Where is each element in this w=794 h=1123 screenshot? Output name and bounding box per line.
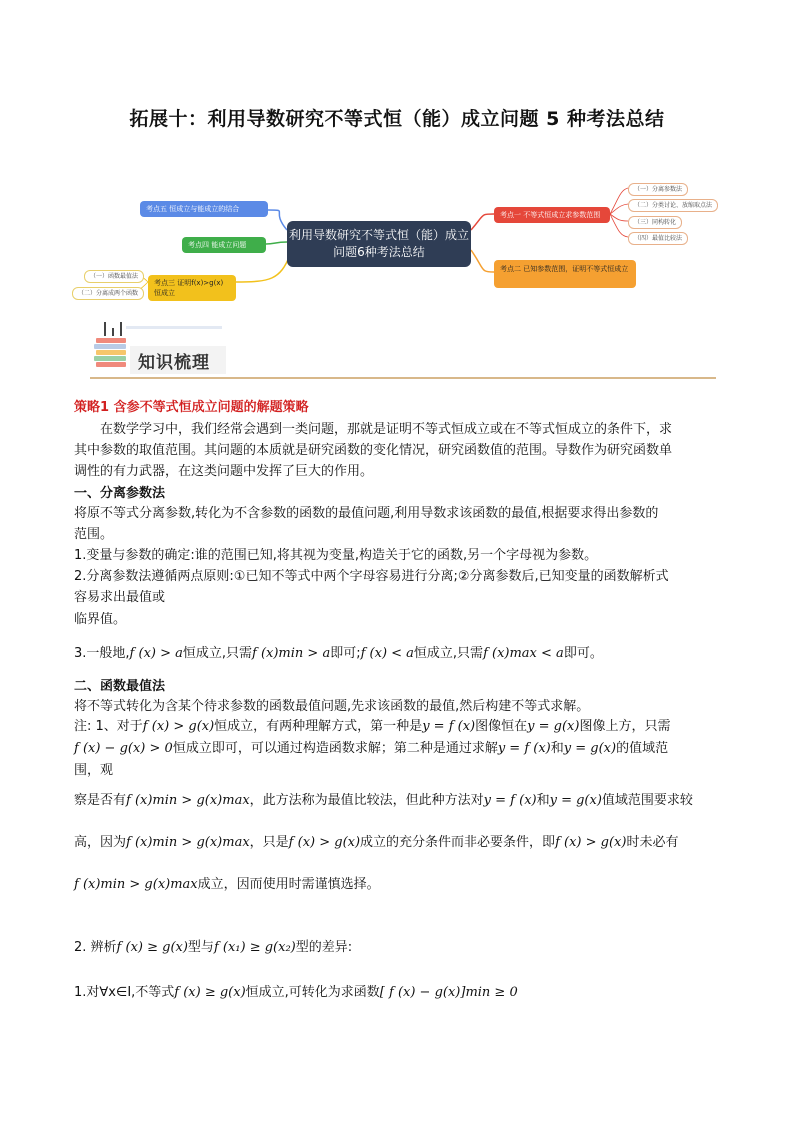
section-banner-title: 知识梳理	[138, 353, 210, 373]
mindmap-node-topic3: 考点三 证明f(x)>g(x)恒成立	[148, 275, 236, 301]
intro-line-3: 调性的有力武器，在这类问题中发挥了巨大的作用。	[74, 464, 374, 479]
mindmap-node-topic5: 考点五 恒成立与能成立的结合	[140, 201, 268, 217]
section-heading-1: 一、分离参数法	[74, 486, 166, 501]
mindmap-leaf-topic3-2: （二）分离成两个函数	[72, 287, 144, 300]
paragraph-7: f (x) − g(x) > 0恒成立即可，可以通过构造函数求解；第二种是通过求解y = f (x)和y = g(x)的值域范	[74, 741, 669, 756]
mindmap-node-topic2: 考点二 已知参数范围，证明不等式恒成立	[494, 260, 636, 288]
strategy-heading: 策略1 含参不等式恒成立问题的解题策略	[74, 400, 309, 415]
paragraph-6: 注: 1、对于f (x) > g(x)恒成立，有两种理解方式，第一种是y = f (x)图像恒在y = g(x)图像上方，只需	[74, 719, 671, 734]
paragraph-1b: 范围。	[74, 527, 114, 542]
section-heading-2: 二、函数最值法	[74, 679, 166, 694]
math-expression: f (x)max < a	[483, 646, 564, 661]
paragraph-2: 1.变量与参数的确定:谁的范围已知,将其视为变量,构造关于它的函数,另一个字母视为参数。	[74, 548, 598, 563]
paragraph-3a: 2.分离参数法遵循两点原则:①已知不等式中两个字母容易进行分离;②分离参数后,已知变量的函数解析式	[74, 569, 669, 584]
math-expression: f (x) > a	[129, 646, 183, 661]
paragraph-4: 3.一般地,f (x) > a恒成立,只需f (x)min > a即可;f (x) < a恒成立,只需f (x)max < a即可。	[74, 646, 603, 661]
mindmap-leaf-topic3-1: （一）函数最值法	[84, 270, 144, 283]
page-title: 拓展十：利用导数研究不等式恒（能）成立问题 5 种考法总结	[129, 108, 665, 130]
mindmap-leaf-topic1-1: （一）分离参数法	[628, 183, 688, 196]
paragraph-10: 高，因为f (x)min > g(x)max，只是f (x) > g(x)成立的充分条件而非必要条件，即f (x) > g(x)时未必有	[74, 835, 679, 850]
paragraph-3b: 容易求出最值或	[74, 590, 166, 605]
mindmap-center-node: 利用导数研究不等式恒（能）成立问题6种考法总结	[287, 221, 471, 267]
paragraph-5: 将不等式转化为含某个待求参数的函数最值问题,先求该函数的最值,然后构建不等式求解。	[74, 699, 590, 714]
mindmap-node-topic1: 考点一 不等式恒成立求参数范围	[494, 207, 610, 223]
mindmap-node-topic4: 考点四 能成立问题	[182, 237, 266, 253]
paragraph-11: f (x)min > g(x)max成立，因而使用时需谨慎选择。	[74, 877, 380, 892]
banner-divider	[90, 377, 716, 379]
mindmap-leaf-topic1-2: （二）分类讨论、放缩取点法	[628, 199, 718, 212]
paragraph-8: 围，观	[74, 763, 114, 778]
intro-line-1: 在数学学习中，我们经常会遇到一类问题，那就是证明不等式恒成立或在不等式恒成立的条件下，求	[100, 422, 673, 437]
paragraph-13: 1.对∀x∈I,不等式f (x) ≥ g(x)恒成立,可转化为求函数[ f (x) − g(x)]min ≥ 0	[74, 985, 518, 1000]
paragraph-3c: 临界值。	[74, 612, 127, 627]
paragraph-1a: 将原不等式分离参数,转化为不含参数的函数的最值问题,利用导数求该函数的最值,根据要求得出参数的	[74, 506, 659, 521]
paragraph-12: 2. 辨析f (x) ≥ g(x)型与f (x₁) ≥ g(x₂)型的差异:	[74, 940, 353, 955]
math-expression: f (x)min > a	[252, 646, 331, 661]
math-expression: f (x) < a	[360, 646, 414, 661]
intro-line-2: 其中参数的取值范围。其问题的本质就是研究函数的变化情况，研究函数值的范围。导数作为研究函数单	[74, 443, 673, 458]
mindmap-leaf-topic1-4: （四）最值比较法	[628, 232, 688, 245]
mindmap-leaf-topic1-3: （三）同构转化	[628, 216, 682, 229]
paragraph-9: 察是否有f (x)min > g(x)max，此方法称为最值比较法，但此种方法对y = f (x)和y = g(x)值域范围要求较	[74, 793, 693, 808]
